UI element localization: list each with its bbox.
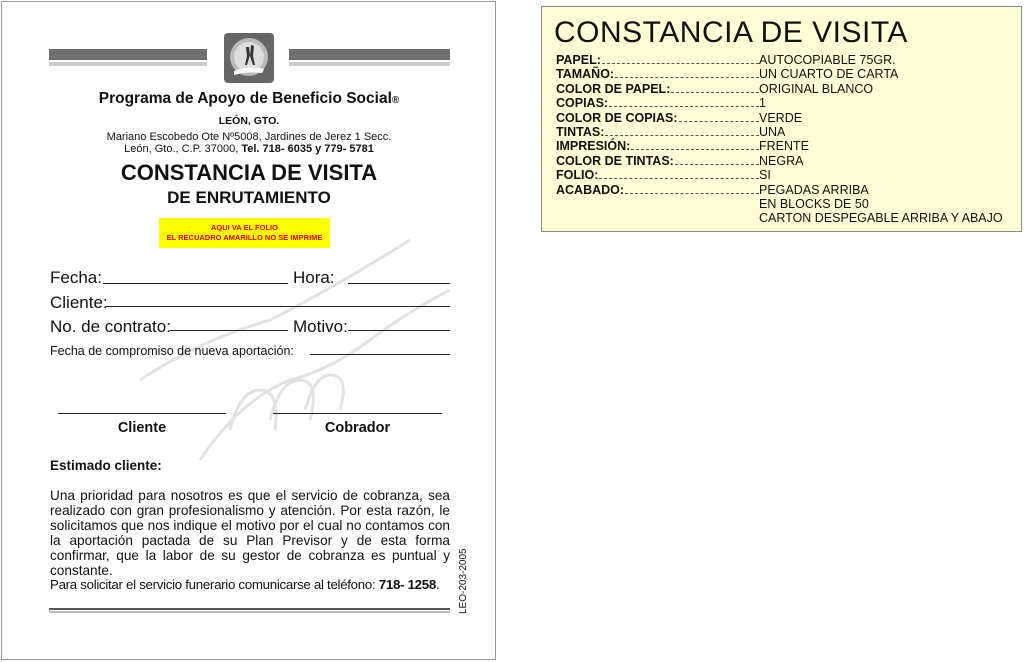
body-text: Una prioridad para nosotros es que el servicio de cobranza, sea realizado con gran profesionalismo y atención. Por esta razón, le solicitamos que nos indique el motivo por el cual no contamos con la aportación pactada de su Plan Previsor y de esta forma confirmar, que la labor de su gestor de cobranza es puntual y constante.	[50, 488, 450, 578]
spec-row	[556, 168, 1008, 182]
spec-label: TINTAS:	[556, 125, 759, 139]
specs-panel	[541, 6, 1022, 232]
dotted-leader	[609, 96, 759, 107]
spec-value: EN BLOCKS DE 50	[759, 197, 869, 211]
spec-row	[556, 139, 1008, 153]
dotted-leader	[605, 125, 759, 136]
spec-label: FOLIO:	[556, 168, 759, 182]
spec-row	[556, 111, 1008, 125]
spec-value: PEGADAS ARRIBA	[759, 182, 869, 197]
cliente-field[interactable]	[106, 306, 450, 307]
city: LEÓN, GTO.	[218, 115, 280, 127]
cliente-signature-label: Cliente	[117, 420, 167, 436]
greeting: Estimado cliente:	[50, 458, 162, 473]
spec-label: COLOR DE COPIAS:	[556, 111, 759, 125]
spec-label: TAMAÑO:	[556, 67, 759, 81]
spec-value: FRENTE	[759, 139, 809, 154]
fecha-label: Fecha:	[50, 268, 102, 287]
spec-label: COLOR DE TINTAS:	[556, 154, 759, 168]
spec-row	[556, 67, 1008, 81]
header-bar-right	[289, 49, 450, 60]
spec-value: 1	[759, 96, 766, 111]
dotted-leader	[625, 183, 759, 194]
spec-row	[556, 53, 1008, 67]
spec-value: ORIGINAL BLANCO	[759, 81, 874, 96]
spec-label: PAPEL:	[556, 53, 759, 67]
spec-value: UNA	[759, 125, 786, 139]
phone-note: Para solicitar el servicio funerario comunicarse al teléfono: 718- 1258.	[50, 577, 440, 592]
form-code: LEO-203-2005	[458, 548, 469, 614]
cobrador-signature-line[interactable]	[273, 413, 442, 414]
spec-label: ACABADO:	[556, 183, 759, 197]
hora-field[interactable]	[348, 283, 450, 284]
spec-value: UN CUARTO DE CARTA	[759, 67, 899, 82]
header-bar-right-shadow	[289, 62, 450, 66]
form-title: CONSTANCIA DE VISITA	[120, 160, 378, 185]
dotted-leader	[602, 53, 759, 64]
contrato-field[interactable]	[170, 330, 288, 331]
spec-row	[556, 154, 1008, 168]
cliente-signature-line[interactable]	[58, 413, 226, 414]
hora-label: Hora:	[293, 268, 335, 287]
spec-label: COPIAS:	[556, 96, 759, 110]
spec-row	[556, 183, 1008, 197]
motivo-field[interactable]	[348, 330, 450, 331]
spec-label: COLOR DE PAPEL:	[556, 82, 759, 96]
header-bar-left	[49, 49, 207, 60]
spec-label: IMPRESIÓN:	[556, 139, 759, 153]
spec-value: SI	[759, 168, 771, 183]
form-subtitle: DE ENRUTAMIENTO	[167, 188, 331, 207]
dotted-leader	[671, 82, 759, 93]
dotted-leader	[679, 111, 759, 122]
dotted-leader	[631, 139, 759, 150]
address: Mariano Escobedo Ote Nº5008, Jardines de Jerez 1 Secc. León, Gto., C.P. 37000, Tel. 718- 6035 y 779- 5781	[106, 131, 392, 155]
folio-box: AQUI VA EL FOLIO EL RECUADRO AMARILLO NO SE IMPRIME	[159, 218, 330, 248]
cliente-label: Cliente:	[50, 293, 108, 312]
spec-row	[556, 125, 1008, 139]
compromiso-label: Fecha de compromiso de nueva aportación:	[50, 344, 294, 358]
spec-row-extra	[556, 197, 1008, 211]
cobrador-signature-label: Cobrador	[324, 420, 391, 436]
header-bar-left-shadow	[49, 62, 207, 66]
footer-rule-shadow	[49, 611, 450, 613]
spec-row-extra	[556, 211, 1008, 225]
contrato-label: No. de contrato:	[50, 317, 171, 336]
spec-value: CARTON DESPEGABLE ARRIBA Y ABAJO	[759, 211, 1003, 226]
org-name: Programa de Apoyo de Beneficio Social®	[98, 90, 400, 107]
dotted-leader	[599, 168, 759, 179]
dotted-leader	[615, 67, 759, 78]
compromiso-field[interactable]	[310, 354, 450, 355]
logo	[224, 33, 274, 83]
fecha-field[interactable]	[103, 283, 288, 284]
spec-value: AUTOCOPIABLE 75GR.	[759, 53, 896, 67]
spec-value: VERDE	[759, 110, 803, 125]
spec-value: NEGRA	[759, 153, 804, 168]
spec-row	[556, 96, 1008, 110]
footer-rule	[49, 608, 450, 610]
spec-row	[556, 82, 1008, 96]
motivo-label: Motivo:	[293, 317, 348, 336]
specs-title: CONSTANCIA DE VISITA	[554, 16, 908, 49]
dotted-leader	[675, 154, 759, 165]
